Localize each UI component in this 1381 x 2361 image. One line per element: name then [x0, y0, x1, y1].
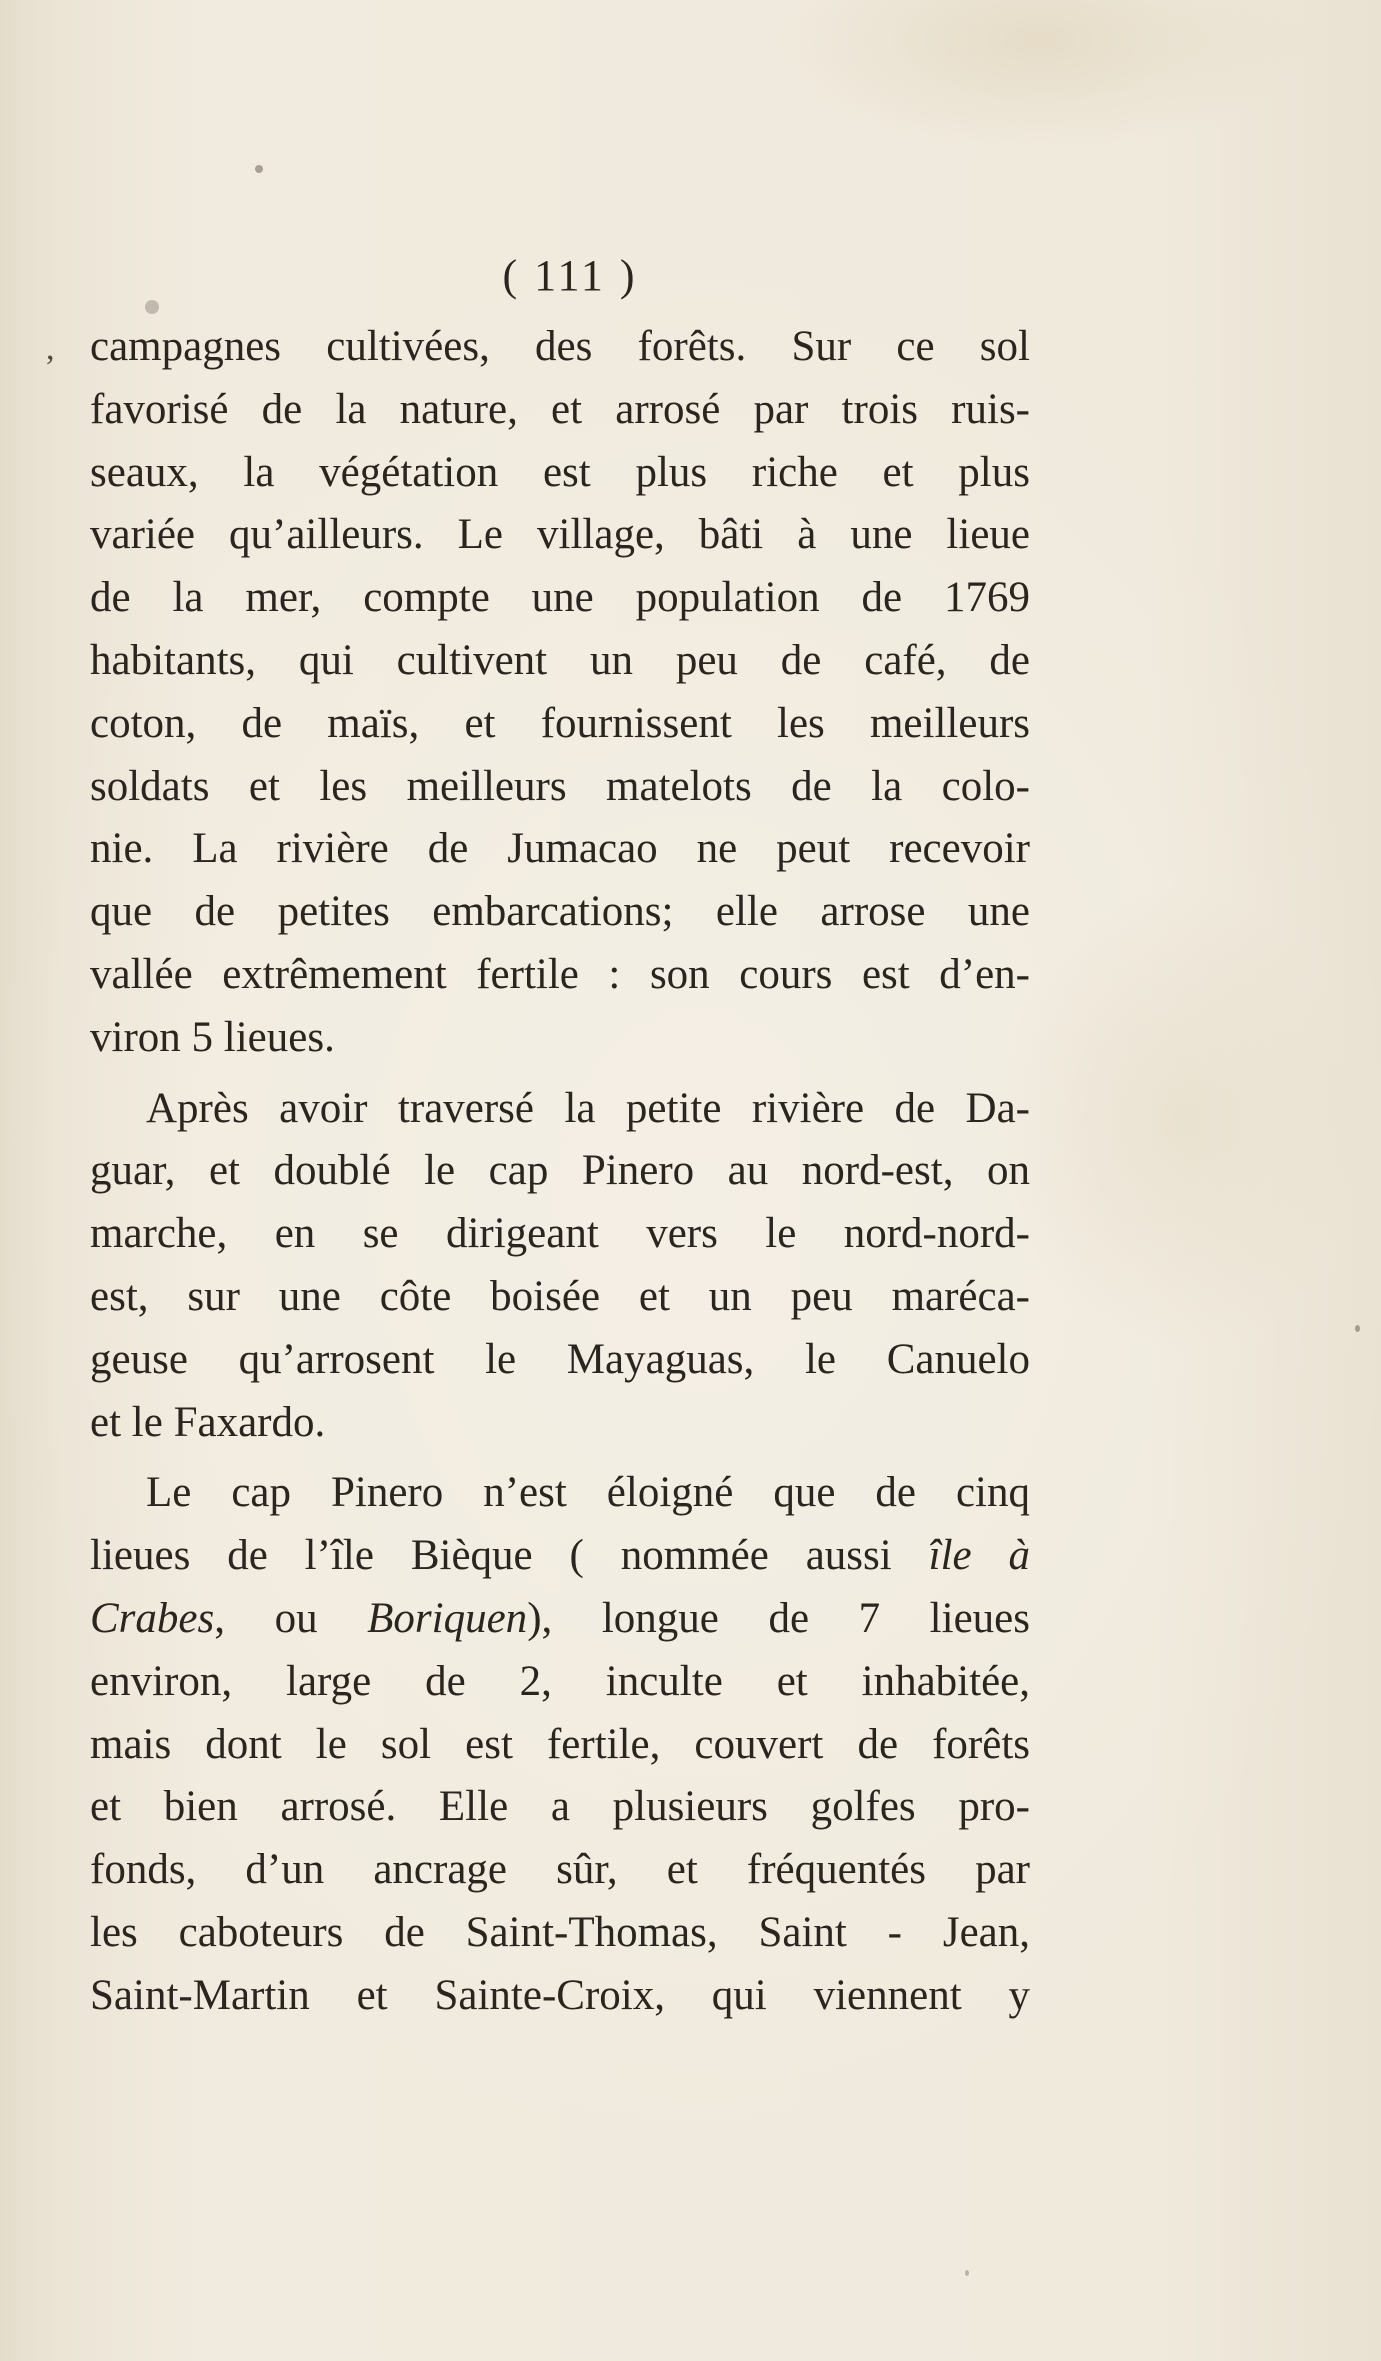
ink-speck [145, 300, 159, 314]
text-line: Après avoir traversé la petite rivière de Da- [146, 1084, 1030, 1132]
text-line: favorisé de la nature, et arrosé par trois ruis- [90, 385, 1030, 433]
ink-speck [965, 2270, 969, 2276]
text-line: de la mer, compte une population de 1769 [90, 574, 1030, 622]
ink-speck [1355, 1325, 1360, 1332]
text-line: marche, en se dirigeant vers le nord-nord- [90, 1210, 1030, 1258]
page-number: ( 111 ) [502, 251, 638, 300]
text-line: les caboteurs de Saint-Thomas, Saint - Jean, [90, 1908, 1030, 1956]
text-line: est, sur une côte boisée et un peu maréca- [90, 1272, 1030, 1320]
text-fragment: ), longue de 7 lieues [527, 1594, 1030, 1642]
text-line [90, 1525, 1030, 1588]
text-line: seaux, la végétation est plus riche et plus [90, 448, 1030, 496]
text-fragment: , ou [214, 1594, 368, 1642]
italic-fragment: île à [928, 1532, 1031, 1580]
text-line: guar, et doublé le cap Pinero au nord-est, on [90, 1147, 1030, 1195]
body-text [90, 316, 1030, 2028]
paragraph [90, 1078, 1030, 1455]
text-line: soldats et les meilleurs matelots de la colo- [90, 762, 1030, 810]
text-line: et le Faxardo. [90, 1398, 326, 1446]
paragraph [90, 1462, 1030, 2027]
text-line: campagnes cultivées, des forêts. Sur ce sol [90, 323, 1030, 370]
paragraph [90, 316, 1030, 1070]
text-line: fonds, d’un ancrage sûr, et fréquentés par [90, 1846, 1030, 1894]
text-line: et bien arrosé. Elle a plusieurs golfes pro- [90, 1783, 1030, 1831]
text-line: habitants, qui cultivent un peu de café, de [90, 636, 1030, 684]
margin-mark: , [46, 330, 55, 367]
text-line: viron 5 lieues. [90, 1013, 335, 1061]
text-line: geuse qu’arrosent le Mayaguas, le Canuelo [90, 1335, 1030, 1383]
text-line: que de petites embarcations; elle arrose une [90, 888, 1030, 936]
text-line: Saint-Martin et Sainte-Croix, qui viennent y [90, 1971, 1030, 2019]
text-line: environ, large de 2, inculte et inhabitée, [90, 1657, 1030, 1705]
text-line: vallée extrêmement fertile : son cours est d’en- [90, 950, 1030, 998]
text-line: Le cap Pinero n’est éloigné que de cinq [146, 1469, 1030, 1517]
text-line: nie. La rivière de Jumacao ne peut recevoir [90, 825, 1030, 873]
text-line [90, 1588, 1030, 1651]
italic-fragment: Crabes [90, 1594, 215, 1642]
text-line: variée qu’ailleurs. Le village, bâti à une lieue [90, 511, 1030, 559]
text-fragment: lieues de l’île Bièque ( nommée aussi [90, 1532, 892, 1580]
text-line: coton, de maïs, et fournissent les meilleurs [90, 699, 1030, 747]
italic-fragment: Boriquen [367, 1594, 528, 1642]
ink-speck [255, 165, 263, 173]
text-line: mais dont le sol est fertile, couvert de forêts [90, 1720, 1030, 1768]
